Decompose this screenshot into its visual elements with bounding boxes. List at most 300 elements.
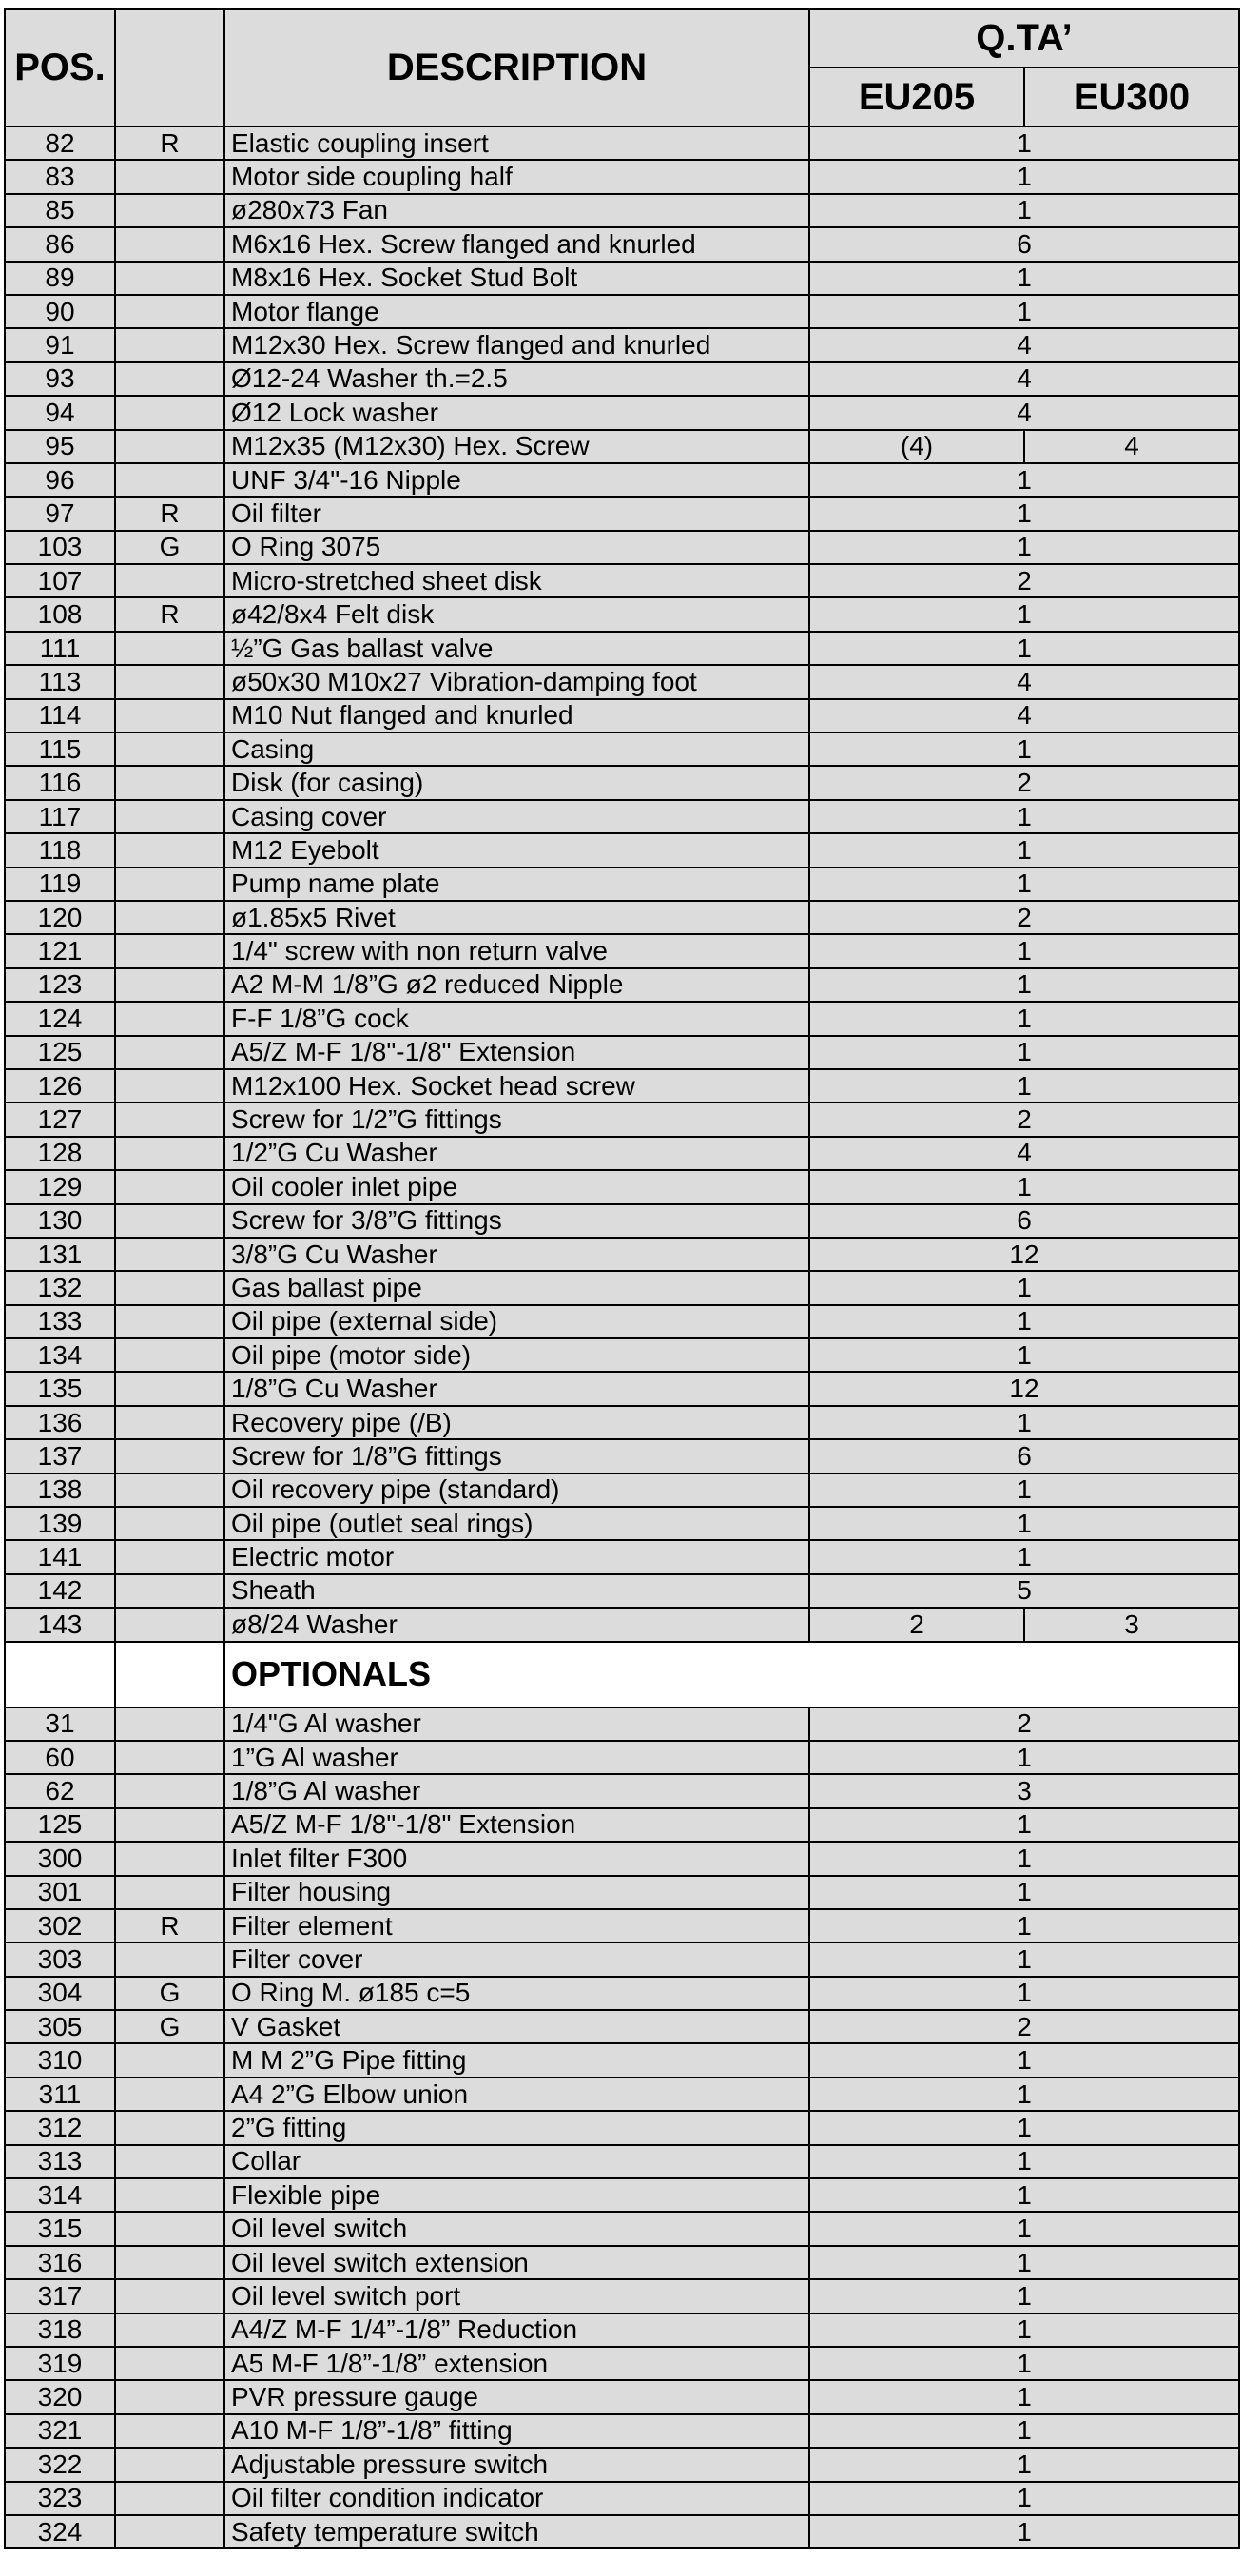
pos-cell: 62 [5,1774,115,1807]
pos-cell: 125 [5,1808,115,1842]
quantity-cell: 1 [809,1909,1239,1942]
table-row [5,2246,1239,2279]
quantity-cell: 2 [809,564,1239,597]
description-cell: A4 2”G Elbow union [224,2078,809,2111]
pos-cell: 97 [5,497,115,530]
description-cell: O Ring 3075 [224,531,809,564]
quantity-cell: 1 [809,732,1239,766]
flag-cell [115,1876,224,1909]
quantity-cell: 1 [809,1507,1239,1540]
description-cell: 1/8”G Cu Washer [224,1372,809,1405]
parts-table [4,8,1240,2549]
quantity-cell: 1 [809,833,1239,867]
description-cell: Elastic coupling insert [224,127,809,160]
quantity-cell: 1 [809,1406,1239,1439]
description-cell: A5 M-F 1/8”-1/8” extension [224,2347,809,2380]
description-cell: Oil level switch [224,2212,809,2245]
flag-cell [115,1204,224,1238]
flag-cell [115,1507,224,1540]
description-cell: M6x16 Hex. Screw flanged and knurled [224,227,809,261]
pos-cell: 311 [5,2078,115,2111]
table-row [5,2145,1239,2178]
table-row [5,160,1239,193]
quantity-cell: 1 [809,2482,1239,2515]
table-row [5,1338,1239,1372]
quantity-cell: 4 [809,328,1239,361]
quantity-cell: 1 [809,2145,1239,2178]
table-row [5,632,1239,665]
flag-cell [115,1338,224,1372]
flag-cell [115,1942,224,1976]
flag-cell [115,396,224,429]
description-cell: ½”G Gas ballast valve [224,632,809,665]
quantity-cell: 1 [809,1305,1239,1338]
pos-cell: 114 [5,699,115,732]
description-cell: ø280x73 Fan [224,194,809,227]
quantity-cell: 2 [809,901,1239,934]
description-cell: M12x30 Hex. Screw flanged and knurled [224,328,809,361]
table-row [5,1238,1239,1271]
table-row [5,2347,1239,2380]
flag-cell: R [115,597,224,631]
pos-cell: 127 [5,1103,115,1136]
description-cell: Oil filter condition indicator [224,2482,809,2515]
description-cell: PVR pressure gauge [224,2380,809,2413]
eu205-header: EU205 [809,68,1024,127]
table-row [5,328,1239,361]
pos-cell: 317 [5,2279,115,2313]
pos-cell: 121 [5,934,115,967]
quantity-cell: 1 [809,1808,1239,1842]
table-row [5,564,1239,597]
flag-cell [115,1002,224,1035]
optionals-section-row [5,1642,1239,1708]
flag-cell [115,968,224,1002]
description-cell: ø50x30 M10x27 Vibration-damping foot [224,665,809,698]
description-cell: 1”G Al washer [224,1741,809,1774]
description-cell: Recovery pipe (/B) [224,1406,809,1439]
description-cell: F-F 1/8”G cock [224,1002,809,1035]
description-cell: 1/4" screw with non return valve [224,934,809,967]
description-cell: 1/4"G Al washer [224,1708,809,1741]
description-cell: Filter element [224,1909,809,1942]
description-cell: Filter cover [224,1942,809,1976]
quantity-cell: 6 [809,1439,1239,1473]
pos-cell: 319 [5,2347,115,2380]
pos-cell: 324 [5,2515,115,2548]
quantity-cell: 4 [809,699,1239,732]
flag-cell [115,934,224,967]
description-cell: Micro-stretched sheet disk [224,564,809,597]
flag-cell: R [115,127,224,160]
quantity-eu205-cell: (4) [809,430,1024,463]
flag-cell [115,1574,224,1608]
table-row [5,2279,1239,2313]
pos-cell: 304 [5,1977,115,2010]
pos-cell: 310 [5,2043,115,2077]
flag-cell [115,1170,224,1203]
pos-cell: 86 [5,227,115,261]
pos-cell: 118 [5,833,115,867]
description-cell: Oil level switch extension [224,2246,809,2279]
description-cell: Screw for 3/8”G fittings [224,1204,809,1238]
flag-cell [115,868,224,901]
flag-cell [115,2178,224,2212]
quantity-cell: 1 [809,1540,1239,1573]
pos-cell: 107 [5,564,115,597]
pos-cell: 139 [5,1507,115,1540]
description-cell: M M 2”G Pipe fitting [224,2043,809,2077]
table-row [5,665,1239,698]
description-cell: M12x100 Hex. Socket head screw [224,1069,809,1103]
quantity-cell: 6 [809,227,1239,261]
description-cell: A5/Z M-F 1/8"-1/8" Extension [224,1808,809,1842]
description-cell: 2”G fitting [224,2111,809,2144]
pos-cell: 128 [5,1137,115,1170]
flag-cell [115,2414,224,2448]
pos-cell: 91 [5,328,115,361]
quantity-cell: 2 [809,2010,1239,2043]
table-row [5,1909,1239,1942]
quantity-cell: 1 [809,968,1239,1002]
flag-cell: G [115,1977,224,2010]
pos-cell: 90 [5,295,115,328]
table-row [5,1473,1239,1507]
quantity-cell: 1 [809,934,1239,967]
pos-cell: 115 [5,732,115,766]
pos-cell: 93 [5,362,115,396]
table-row [5,2380,1239,2413]
quantity-cell: 1 [809,1069,1239,1103]
quantity-cell: 1 [809,1842,1239,1875]
flag-cell [115,1473,224,1507]
description-cell: Collar [224,2145,809,2178]
quantity-cell: 1 [809,1170,1239,1203]
quantity-cell: 6 [809,1204,1239,1238]
table-row [5,430,1239,463]
table-row [5,1977,1239,2010]
pos-cell: 313 [5,2145,115,2178]
pos-header: POS. [5,9,115,127]
flag-cell [115,1808,224,1842]
table-row [5,262,1239,295]
description-cell: M10 Nut flanged and knurled [224,699,809,732]
pos-cell: 31 [5,1708,115,1741]
pos-cell: 301 [5,1876,115,1909]
main-parts-body [5,127,1239,1642]
pos-cell: 123 [5,968,115,1002]
quantity-cell: 5 [809,1574,1239,1608]
flag-cell [115,2145,224,2178]
quantity-cell: 4 [809,396,1239,429]
description-cell: Oil pipe (outlet seal rings) [224,1507,809,1540]
description-cell: Casing cover [224,800,809,833]
flag-header [115,9,224,127]
table-row [5,1608,1239,1641]
table-row [5,1305,1239,1338]
description-cell: M8x16 Hex. Socket Stud Bolt [224,262,809,295]
flag-cell [115,2111,224,2144]
quantity-cell: 1 [809,1977,1239,2010]
table-row [5,1036,1239,1069]
flag-cell [115,262,224,295]
description-cell: Filter housing [224,1876,809,1909]
pos-cell: 117 [5,800,115,833]
pos-cell: 120 [5,901,115,934]
optionals-title: OPTIONALS [231,1654,432,1694]
flag-cell [115,1271,224,1304]
quantity-cell: 1 [809,597,1239,631]
table-row [5,2212,1239,2245]
table-row [5,1808,1239,1842]
table-row [5,1069,1239,1103]
table-row [5,2078,1239,2111]
pos-cell: 130 [5,1204,115,1238]
quantity-cell: 1 [809,1942,1239,1976]
table-row [5,1942,1239,1976]
pos-cell: 119 [5,868,115,901]
description-cell: Electric motor [224,1540,809,1573]
quantity-cell: 1 [809,1741,1239,1774]
pos-cell: 116 [5,766,115,799]
flag-cell: R [115,497,224,530]
pos-cell: 132 [5,1271,115,1304]
pos-cell: 133 [5,1305,115,1338]
flag-cell: R [115,1909,224,1942]
pos-cell: 89 [5,262,115,295]
quantity-cell: 1 [809,2212,1239,2245]
table-row [5,2482,1239,2515]
pos-cell: 302 [5,1909,115,1942]
description-cell: A2 M-M 1/8”G ø2 reduced Nipple [224,968,809,1002]
flag-cell [115,1608,224,1641]
pos-cell: 85 [5,194,115,227]
table-row [5,194,1239,227]
quantity-eu300-cell: 3 [1024,1608,1239,1641]
pos-cell: 305 [5,2010,115,2043]
table-row [5,1876,1239,1909]
flag-cell [115,2043,224,2077]
quantity-cell: 1 [809,800,1239,833]
description-cell: 3/8”G Cu Washer [224,1238,809,1271]
flag-cell [115,732,224,766]
quantity-cell: 1 [809,2279,1239,2313]
quantity-cell: 1 [809,2313,1239,2347]
description-cell: Ø12 Lock washer [224,396,809,429]
flag-cell [115,901,224,934]
flag-cell [115,2313,224,2347]
quantity-cell: 1 [809,2111,1239,2144]
pos-cell: 124 [5,1002,115,1035]
flag-cell [115,564,224,597]
pos-cell: 82 [5,127,115,160]
flag-cell [115,2078,224,2111]
description-cell: Screw for 1/2”G fittings [224,1103,809,1136]
eu300-header: EU300 [1024,68,1239,127]
table-row [5,934,1239,967]
table-row [5,901,1239,934]
description-cell: Gas ballast pipe [224,1271,809,1304]
pos-cell: 126 [5,1069,115,1103]
flag-cell [115,1103,224,1136]
flag-cell [115,1741,224,1774]
flag-cell [115,2347,224,2380]
flag-cell [115,833,224,867]
table-row [5,1507,1239,1540]
description-cell: Pump name plate [224,868,809,901]
flag-cell [115,328,224,361]
quantity-cell: 1 [809,262,1239,295]
table-row [5,2313,1239,2347]
pos-cell: 108 [5,597,115,631]
pos-cell: 322 [5,2448,115,2481]
table-row [5,2043,1239,2077]
description-cell: 1/8”G Al washer [224,1774,809,1807]
pos-cell: 316 [5,2246,115,2279]
description-cell: Inlet filter F300 [224,1842,809,1875]
quantity-cell: 12 [809,1372,1239,1405]
flag-cell [115,699,224,732]
description-cell: Flexible pipe [224,2178,809,2212]
table-row [5,2010,1239,2043]
pos-cell: 321 [5,2414,115,2448]
table-row [5,800,1239,833]
table-row [5,1741,1239,1774]
quantity-cell: 2 [809,766,1239,799]
description-cell: 1/2”G Cu Washer [224,1137,809,1170]
flag-cell [115,1137,224,1170]
flag-cell: G [115,2010,224,2043]
table-row [5,1170,1239,1203]
pos-cell: 129 [5,1170,115,1203]
quantity-cell: 1 [809,2414,1239,2448]
table-row [5,1137,1239,1170]
table-row [5,968,1239,1002]
table-row [5,1708,1239,1741]
table-row [5,127,1239,160]
quantity-cell: 1 [809,497,1239,530]
quantity-cell: 1 [809,1338,1239,1372]
table-row [5,362,1239,396]
table-row [5,396,1239,429]
quantity-header: Q.TA’ [809,9,1239,68]
quantity-cell: 1 [809,295,1239,328]
description-cell: V Gasket [224,2010,809,2043]
description-cell: A4/Z M-F 1/4”-1/8” Reduction [224,2313,809,2347]
table-row [5,833,1239,867]
quantity-cell: 1 [809,160,1239,193]
flag-cell [115,2380,224,2413]
table-row [5,1574,1239,1608]
table-row [5,732,1239,766]
table-row [5,2178,1239,2212]
quantity-cell: 1 [809,1473,1239,1507]
description-cell: Disk (for casing) [224,766,809,799]
pos-cell: 303 [5,1942,115,1976]
flag-cell [115,766,224,799]
flag-cell [115,2279,224,2313]
flag-cell [115,1372,224,1405]
flag-cell [115,160,224,193]
description-cell: Ø12-24 Washer th.=2.5 [224,362,809,396]
flag-cell [115,1406,224,1439]
quantity-cell: 1 [809,2448,1239,2481]
pos-cell: 320 [5,2380,115,2413]
flag-cell [115,1439,224,1473]
quantity-cell: 1 [809,2380,1239,2413]
table-row [5,1103,1239,1136]
quantity-cell: 1 [809,127,1239,160]
quantity-cell: 1 [809,531,1239,564]
quantity-cell: 1 [809,463,1239,497]
description-cell: Oil filter [224,497,809,530]
quantity-cell: 1 [809,194,1239,227]
pos-cell: 134 [5,1338,115,1372]
description-cell: Safety temperature switch [224,2515,809,2548]
quantity-eu300-cell: 4 [1024,430,1239,463]
flag-cell [115,2448,224,2481]
pos-cell: 323 [5,2482,115,2515]
description-cell: Oil cooler inlet pipe [224,1170,809,1203]
optional-parts-body [5,1708,1239,2549]
quantity-cell: 4 [809,1137,1239,1170]
flag-cell [115,194,224,227]
pos-cell: 318 [5,2313,115,2347]
description-cell: M12x35 (M12x30) Hex. Screw [224,430,809,463]
table-row [5,597,1239,631]
pos-cell: 113 [5,665,115,698]
description-cell: Oil level switch port [224,2279,809,2313]
description-cell: Sheath [224,1574,809,1608]
quantity-cell: 2 [809,1103,1239,1136]
flag-cell [115,1305,224,1338]
quantity-cell: 4 [809,362,1239,396]
table-row [5,1204,1239,1238]
quantity-cell: 3 [809,1774,1239,1807]
flag-cell [115,1069,224,1103]
pos-cell: 125 [5,1036,115,1069]
pos-cell: 135 [5,1372,115,1405]
description-cell: Motor flange [224,295,809,328]
quantity-cell: 1 [809,1876,1239,1909]
description-cell: Oil recovery pipe (standard) [224,1473,809,1507]
table-row [5,1439,1239,1473]
quantity-cell: 12 [809,1238,1239,1271]
table-row [5,1002,1239,1035]
description-cell: ø8/24 Washer [224,1608,809,1641]
table-row [5,497,1239,530]
flag-cell [115,2515,224,2548]
pos-cell: 96 [5,463,115,497]
table-row [5,1842,1239,1875]
description-cell: ø42/8x4 Felt disk [224,597,809,631]
pos-cell: 314 [5,2178,115,2212]
description-cell: Adjustable pressure switch [224,2448,809,2481]
flag-cell [115,1774,224,1807]
pos-cell: 142 [5,1574,115,1608]
table-row [5,2414,1239,2448]
pos-cell: 300 [5,1842,115,1875]
pos-cell: 136 [5,1406,115,1439]
table-row [5,2515,1239,2548]
description-cell: Screw for 1/8”G fittings [224,1439,809,1473]
flag-cell [115,2482,224,2515]
flag-cell [115,665,224,698]
pos-cell: 83 [5,160,115,193]
table-row [5,1774,1239,1807]
quantity-cell: 1 [809,632,1239,665]
pos-cell: 103 [5,531,115,564]
